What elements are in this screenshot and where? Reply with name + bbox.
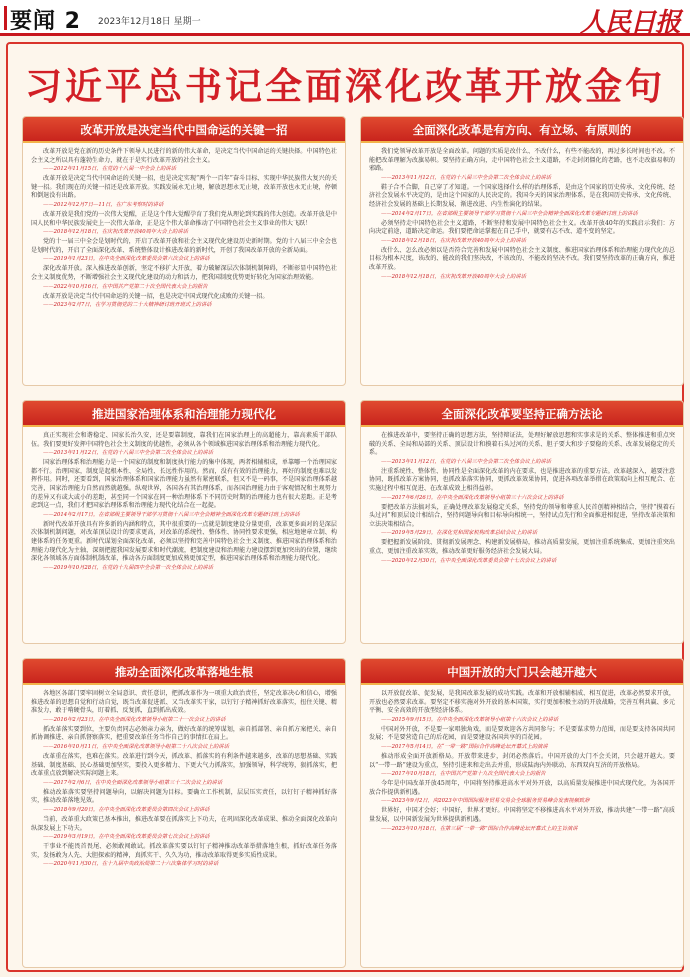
quote-source: ——2020年11月30日，在十九届中央政治局第二十六次集体学习时的讲话 bbox=[43, 861, 219, 868]
section-body bbox=[361, 685, 683, 839]
quote-paragraph: 推动改革落实要坚持问题导向，以解决问题为目标。要确立工作机制，层层压实责任，以钉钉子精神抓好落实，推动改革落地见效。 bbox=[31, 788, 337, 805]
quote-paragraph: 注重系统性、整体性、协同性是全面深化改革的内在要求，也是推进改革的重要方法。改革越深入，越要注意协同，既抓改革方案协同，也抓改革落实协同，更抓改革效果协同，促进各项改革举措在政策取向上相互配合、在实施过程中相互促进、在改革成效上相得益彰。 bbox=[369, 467, 675, 492]
quote-source: ——2013年11月12日，在党的十八届三中全会第二次全体会议上的讲话 bbox=[381, 458, 551, 465]
quote-paragraph: 今年是中国改革开放45周年，中国将坚持推进高水平对外开放，以高质量发展推进中国式现代化，为各国开放合作提供新机遇。 bbox=[369, 780, 675, 796]
section-title: 推进国家治理体系和治理能力现代化 bbox=[23, 401, 345, 427]
section-title: 改革开放是决定当代中国命运的关键一招 bbox=[23, 117, 345, 143]
quote-source: ——2022年10月16日，在中国共产党第二十次全国代表大会上的报告 bbox=[43, 283, 208, 290]
section-title: 全面深化改革是有方向、有立场、有原则的 bbox=[361, 117, 683, 143]
quote-paragraph: 各地区各部门要牢固树立全局意识、责任意识，把抓改革作为一项重大政治责任，坚定改革决心和信心，增强推进改革的思想自觉和行动自觉，既当改革促进派、又当改革实干家，以钉钉子精神抓好改革落实，扭住关键、精准发力，敢于啃硬骨头，盯着抓、反复抓，直到抓出成效。 bbox=[31, 690, 337, 715]
quote-paragraph: 当前，改革重大政策已基本推出，推进改革要在抓落实上下功夫，在巩固深化改革成果、推动全面深化改革向纵深发展上下功夫。 bbox=[31, 815, 337, 832]
quote-paragraph: 改革重在落实，也难在落实。改革进行到今天，抓改革、抓落实的有利条件越来越多，改革的思想基础、实践基础、制度基础、民心基础更加坚实，要投入更多精力、下更大气力抓落实，加强领导，科学统筹，狠抓落实，把改革重点放到解决实际问题上来。 bbox=[31, 752, 337, 778]
quote-source: ——2016年10月11日，在中央全面深化改革领导小组第二十八次会议上的讲话 bbox=[43, 743, 229, 750]
quote-source: ——2012年11月15日，在党的十八届一中全会上的讲话 bbox=[43, 166, 176, 173]
section-body bbox=[361, 427, 683, 571]
section-card bbox=[360, 400, 684, 644]
quote-source: ——2017年10月18日，在中国共产党第十九次全国代表大会上的报告 bbox=[381, 771, 546, 778]
quote-source: ——2018年12月18日，在庆祝改革开放40周年大会上的讲话 bbox=[43, 229, 188, 236]
page-headline: 习近平总书记全面深化改革开放金句 bbox=[25, 65, 665, 108]
quote-paragraph: 世界好，中国才会好；中国好，世界才更好。中国将坚定不移推进高水平对外开放，推动共建“一带一路”高质量发展，以中国新发展为世界提供新机遇。 bbox=[369, 807, 675, 823]
quote-paragraph: 抓改革落实要到位，主要负责同志必须亲力亲为，做好改革的统筹谋划，亲自抓部署、亲自抓方案把关、亲自抓协调推进、亲自抓督察落实，把重要改革任务当作自己的事情扛在肩上。 bbox=[31, 725, 337, 742]
quote-source: ——2013年11月12日，在党的十八届三中全会第二次全体会议上的讲话 bbox=[43, 450, 213, 457]
quote-paragraph: 在推进改革中，要坚持正确的思想方法，坚持辩证法，处理好解放思想和实事求是的关系、整体推进和重点突破的关系、全局和局部的关系、顶层设计和摸着石头过河的关系、胆子要大和步子要稳的关系、改革发展稳定的关系。 bbox=[369, 432, 675, 457]
section-body bbox=[23, 143, 345, 315]
section-title: 推动全面深化改革落地生根 bbox=[23, 659, 345, 685]
dateline: 2023年12月18日 星期一 bbox=[98, 17, 201, 27]
quote-source: ——2014年2月17日，在省部级主要领导干部学习贯彻十八届三中全会精神全面深化改革专题研讨班上的讲话 bbox=[43, 511, 300, 518]
section-card bbox=[360, 658, 684, 968]
section-card bbox=[360, 116, 684, 386]
quote-paragraph: 要把握新发展阶段、贯彻新发展理念、构建新发展格局，推动高质量发展，更加注重系统集成、更加注重突出重点、更加注重改革实效，推动改革更好服务经济社会发展大局。 bbox=[369, 539, 675, 555]
quote-paragraph: 以开放促改革、促发展，是我国改革发展的成功实践。改革和开放相辅相成、相互促进，改革必然要求开放，开放也必然要求改革。要坚定不移实施对外开放的基本国策，实行更加积极主动的开放战略，完善互利共赢、多元平衡、安全高效的开放型经济体系。 bbox=[369, 690, 675, 715]
section-card bbox=[22, 400, 346, 644]
quote-paragraph: 我们党领导改革开放是全面改革。问题的实质是改什么、不改什么，有些不能改的，再过多长时间也不改。不能把改革理解为改旗易帜。要坚持正确方向，走中国特色社会主义道路，不走封闭僵化的老路，也不走改旗易帜的邪路。 bbox=[369, 148, 675, 173]
quote-source: ——2018年12月18日，在庆祝改革开放40周年大会上的讲话 bbox=[381, 237, 526, 244]
quote-paragraph: 改革开放是决定当代中国命运的关键一招，也是决定实现“两个一百年”奋斗目标、实现中华民族伟大复兴的关键一招。我们现在的关键一招还是改革开放。实践发展永无止境，解放思想永无止境，改革开放也永无止境，停顿和倒退没有出路。 bbox=[31, 175, 337, 200]
quote-source: ——2015年9月15日，在中央全面深化改革领导小组第十六次会议上的讲话 bbox=[381, 716, 559, 723]
quote-paragraph: 真正实现社会和谐稳定、国家长治久安，还是要靠制度，靠我们在国家治理上的高超能力，靠高素质干部队伍。我们要更好发挥中国特色社会主义制度的优越性，必须从各个领域推进国家治理体系和治理能力现代化。 bbox=[31, 432, 337, 448]
quote-paragraph: 改革开放是我们党的一次伟大觉醒，正是这个伟大觉醒孕育了我们党从理论到实践的伟大创造。改革开放是中国人民和中华民族发展史上一次伟大革命，正是这个伟大革命推动了中国特色社会主义事业的伟大飞跃！ bbox=[31, 210, 337, 227]
quote-paragraph: 鞋子合不合脚，自己穿了才知道。一个国家选择什么样的治理体系，是由这个国家的历史传承、文化传统、经济社会发展水平决定的，是由这个国家的人民决定的。我国今天的国家治理体系，是在我国历史传承、文化传统、经济社会发展的基础上长期发展、渐进改进、内生性演化的结果。 bbox=[369, 183, 675, 208]
quote-source: ——2023年9月2日，向2023年中国国际服务贸易交易会全球服务贸易峰会发表视频致辞 bbox=[381, 798, 590, 805]
section-body bbox=[23, 427, 345, 578]
quote-paragraph: 推动形成全面开放新格局。开放带来进步，封闭必然落后。中国开放的大门不会关闭，只会越开越大。要以“一带一路”建设为重点，坚持引进来和走出去并重，形成陆海内外联动、东西双向互济的开放格局。 bbox=[369, 752, 675, 769]
quote-source: ——2012年12月7日—11日，在广东考察时的讲话 bbox=[43, 201, 164, 208]
quote-source: ——2019年1月23日，在中央全面深化改革委员会第六次会议上的讲话 bbox=[43, 256, 210, 263]
quote-source: ——2018年12月18日，在庆祝改革开放40周年大会上的讲话 bbox=[381, 273, 526, 280]
section-title: 全面深化改革要坚持正确方法论 bbox=[361, 401, 683, 427]
section-marker bbox=[4, 6, 7, 30]
quote-paragraph: 新时代改革开放具有许多新的内涵和特点，其中很重要的一点就是制度建设分量更重，改革更多面对的是深层次体制机制问题，对改革顶层设计的要求更高，对改革的系统性、整体性、协同性要求更强，相应地建章立制、构建体系的任务更重。新时代谋划全面深化改革，必须以坚持和完善中国特色社会主义制度、推进国家治理体系和治理能力现代化为主轴，深刻把握我国发展要求和时代潮流，把制度建设和治理能力建设摆到更加突出的位置，继续深化各领域各方面体制机制改革，推动各方面制度更加成熟更加定型，推进国家治理体系和治理能力现代化。 bbox=[31, 520, 337, 563]
quote-source: ——2019年3月19日，在中央全面深化改革委员会第七次会议上的讲话 bbox=[43, 834, 210, 841]
masthead bbox=[0, 0, 690, 36]
newspaper-logo: 人民日报 bbox=[579, 8, 680, 38]
section-title: 中国开放的大门只会越开越大 bbox=[361, 659, 683, 685]
quote-paragraph: 改革开放是党在新的历史条件下领导人民进行的新的伟大革命，是决定当代中国命运的关键抉择。中国特色社会主义之所以具有蓬勃生命力，就在于是实行改革开放的社会主义。 bbox=[31, 148, 337, 164]
quote-paragraph: 改革开放是决定当代中国命运的关键一招，也是决定中国式现代化成败的关键一招。 bbox=[43, 292, 269, 300]
quote-source: ——2016年2月23日，在中央全面深化改革领导小组第二十一次会议上的讲话 bbox=[43, 716, 226, 723]
quote-source: ——2020年12月30日，在中央全面深化改革委员会第十七次会议上的讲话 bbox=[381, 557, 557, 564]
quote-source: ——2023年10月18日，在第三届“一带一路”国际合作高峰论坛开幕式上的主旨演讲 bbox=[381, 825, 578, 832]
quote-paragraph: 中国对外开放，不是要一家唱独角戏，而是要欢迎各方共同参与；不是要谋求势力范围，而是要支持各国共同发展；不是要营造自己的后花园，而是要建设各国共享的百花园。 bbox=[369, 725, 675, 742]
quote-source: ——2014年2月17日，在省部级主要领导干部学习贯彻十八届三中全会精神全面深化改革专题研讨班上的讲话 bbox=[381, 210, 638, 217]
page-frame bbox=[6, 42, 684, 972]
quote-source: ——2019年5月29日，在深化党和国家机构改革总结会议上的讲话 bbox=[381, 530, 538, 537]
quote-source: ——2013年11月12日，在党的十八届三中全会第二次全体会议上的讲话 bbox=[381, 174, 551, 181]
quote-paragraph: 要把改革方法搞对头，正确处理改革发展稳定关系，坚持党的领导和尊重人民首创精神相结合，坚持“摸着石头过河”和顶层设计相结合，坚持问题导向和目标导向相统一，坚持试点先行和全面推进相促进，坚持改革决策和立法决策相结合。 bbox=[369, 503, 675, 528]
section-body bbox=[23, 685, 345, 874]
quote-paragraph: 干事业不能畏首畏尾、必须敢闯敢试。抓改革落实要以钉钉子精神推动改革举措落地生根，抓好改革任务落实，发扬敢为人先、大胆探索的精神，真抓实干、久久为功，推动改革取得更多实质性成果。 bbox=[31, 843, 337, 859]
section-body bbox=[361, 143, 683, 287]
quote-source: ——2023年2月7日，在学习贯彻党的二十大精神研讨班开班式上的讲话 bbox=[43, 302, 212, 309]
quote-paragraph: 必须坚持走中国特色社会主义道路，不断坚持和发展中国特色社会主义。改革开放40年的实践启示我们：方向决定前途，道路决定命运。我们要把命运掌握在自己手中，就要有志不改、道不变的坚定。 bbox=[369, 219, 675, 236]
quote-source: ——2018年9月20日，在中央全面深化改革委员会第四次会议上的讲话 bbox=[43, 806, 210, 813]
section-name: 要闻 2 bbox=[10, 9, 81, 34]
quote-source: ——2017年5月14日，在“一带一路”国际合作高峰论坛开幕式上的演讲 bbox=[381, 743, 548, 750]
quote-paragraph: 改什么、怎么改必须以是否符合完善和发展中国特色社会主义制度、推进国家治理体系和治理能力现代化的总目标为根本尺度，该改的、能改的我们坚决改，不该改的、不能改的坚决不改。我们要坚持改革的正确方向，推进改革开放。 bbox=[369, 246, 675, 271]
quote-source: ——2019年10月28日，在党的十九届四中全会第一次全体会议上的讲话 bbox=[43, 564, 213, 571]
quote-paragraph: 深化改革开放。深入推进改革创新，坚定不移扩大开放，着力破解深层次体制机制障碍，不断彰显中国特色社会主义制度优势，不断增强社会主义现代化建设的动力和活力，把我国制度优势更好转化为国家治理效能。 bbox=[31, 265, 337, 281]
quote-source: ——2017年6月26日，在中央全面深化改革领导小组第三十六次会议上的讲话 bbox=[381, 494, 564, 501]
section-card bbox=[22, 658, 346, 968]
quote-paragraph: 国家治理体系和治理能力是一个国家的制度和制度执行能力的集中体现，两者相辅相成，单靠哪一个治理国家都不行。治理国家，制度是起根本性、全局性、长远性作用的。然而，没有有效的治理能力，再好的制度也难以发挥作用。同时，还要看到，国家治理体系和国家治理能力虽然有紧密联系，但又不是一码事，不是国家治理体系越完善，国家治理能力自然而然就越强。纵观世界，各国各有其治理体系，而各国治理能力由于客观情况和主观努力的差异又有或大或小的差距，甚至同一个国家在同一种治理体系下不同历史时期的治理能力也有很大差距。正是考虑到这一点，我们才把国家治理体系和治理能力现代化结合在一起提。 bbox=[31, 459, 337, 510]
quote-paragraph: 党的十一届三中全会是划时代的，开启了改革开放和社会主义现代化建设历史新时期。党的十八届三中全会也是划时代的，开启了全面深化改革、系统整体设计推进改革的新时代，开创了我国改革开放的全新局面。 bbox=[31, 238, 337, 254]
section-card bbox=[22, 116, 346, 386]
quote-source: ——2017年2月6日，在中央全面深化改革领导小组第三十二次会议上的讲话 bbox=[43, 779, 223, 786]
